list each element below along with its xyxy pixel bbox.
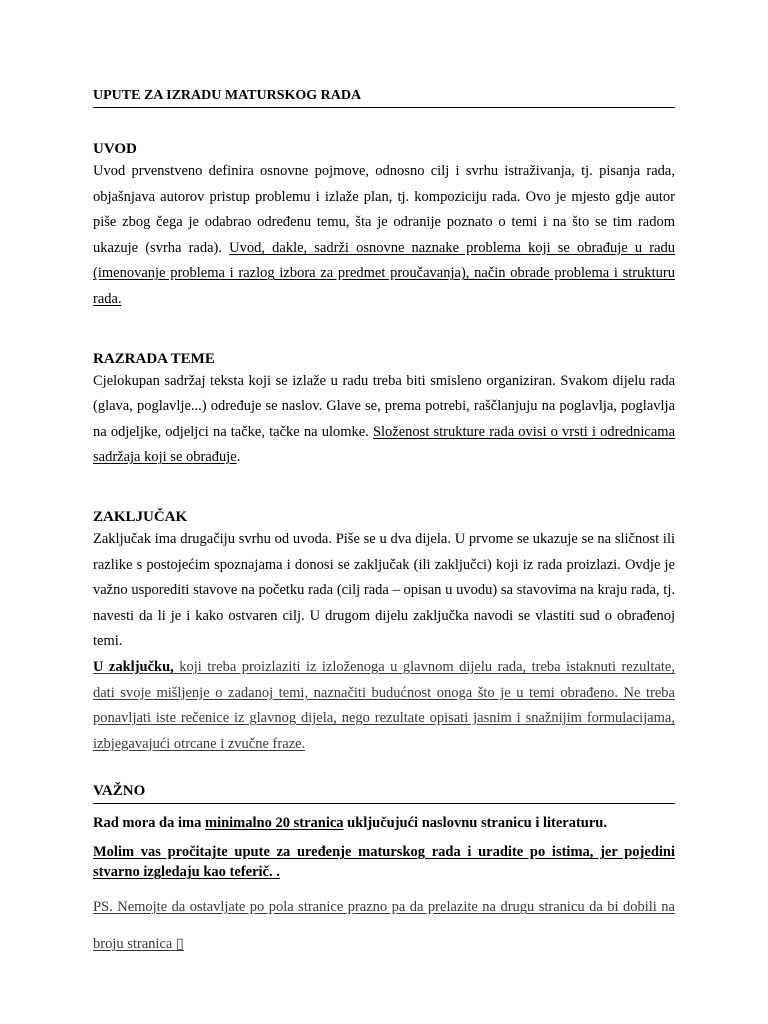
vazno-line-1-underlined: minimalno 20 stranica	[204, 815, 344, 832]
zakljucak-bold-lead: U zaključku,	[93, 658, 174, 675]
vazno-line-1-b: uključujući naslovnu stranicu i literaturu.	[343, 815, 607, 832]
zakljucak-paragraph	[93, 527, 675, 655]
razrada-text: Cjelokupan sadržaj teksta koji se izlaže u radu treba biti smisleno organiziran. Svakom dijelu rada (glava, poglavlje...) određuje se naslov. Glave se, prema potrebi, raščlanjuju na poglavlja, poglavlja na odjeljke, odjeljci na tačke, tačke na ulomke.	[93, 372, 675, 440]
document-title: UPUTE ZA IZRADU MATURSKOG RADA	[93, 86, 675, 108]
uvod-text: Uvod prvenstveno definira osnovne pojmove, odnosno cilj i svrhu istraživanja, tj. pisanja rada, objašnjava autorov pristup problemu i izlaže plan, tj. kompoziciju rada. Ovo je mjesto gdje autor piše zbog čega je odabrao određenu temu, šta je odranije poznato o temi i na što se tim radom ukazuje (svrha rada).	[93, 163, 675, 256]
document-content	[93, 86, 675, 963]
uvod-paragraph	[93, 159, 675, 313]
heading-zakljucak: ZAKLJUČAK	[93, 508, 188, 525]
vazno-line-1	[93, 813, 675, 833]
vazno-line-2: Molim vas pročitajte upute za uređenje maturskog rada i uradite po istima, jer pojedini stvarno izgledaju kao teferič. .	[93, 844, 675, 881]
heading-vazno: VAŽNO	[93, 781, 675, 804]
uvod-underlined-text: Uvod, dakle, sadrži osnovne naznake problema koji se obrađuje u radu (imenovanje problema i razlog izbora za predmet proučavanja), način obrade problema i strukturu rada.	[93, 239, 676, 307]
vazno-line-3	[93, 889, 675, 963]
razrada-underlined-text: Složenost strukture rada ovisi o vrsti i odrednicama sadržaja koji se obrađuje	[93, 423, 676, 466]
smiley-placeholder-icon: ▯	[175, 936, 184, 953]
zakljucak-underlined-paragraph	[93, 655, 675, 757]
heading-uvod: UVOD	[93, 141, 137, 157]
zakljucak-text: Zaključak ima drugačiju svrhu od uvoda. Piše se u dva dijela. U prvome se ukazuje se na sličnost ili razlike s postojećim spoznajama i donosi se zaključak (ili zaključci) koji iz rada proizlazi. Ovdje je važno usporediti stavove na početku rada (cilj rada – opisan u uvodu) sa stavovima na kraju rada, tj. navesti da li je i kako ostvaren cilj. U drugom dijelu zaključka navodi se vlastiti sud o obrađenoj temi.	[93, 530, 675, 650]
vazno-line-1-a: Rad mora da ima	[93, 815, 205, 832]
razrada-end: .	[236, 449, 241, 466]
zakljucak-underlined-text: koji treba proizlaziti iz izloženoga u glavnom dijelu rada, treba istaknuti rezultate, dati svoje mišljenje o zadanoj temi, naznačiti budućnost onoga što je u temi obrađeno. Ne treba ponavljati iste rečenice iz glavnog dijela, nego rezultate opisati jasnim i snažnijim formulacijama, izbjegavajući otrcane i zvučne fraze.	[93, 658, 675, 752]
razrada-paragraph	[93, 369, 675, 471]
vazno-line-3-text: PS. Nemojte da ostavljate po pola stranice prazno pa da prelazite na drugu stranicu da bi dobili na broju stranica	[93, 899, 675, 953]
heading-razrada-teme: RAZRADA TEME	[93, 350, 215, 367]
